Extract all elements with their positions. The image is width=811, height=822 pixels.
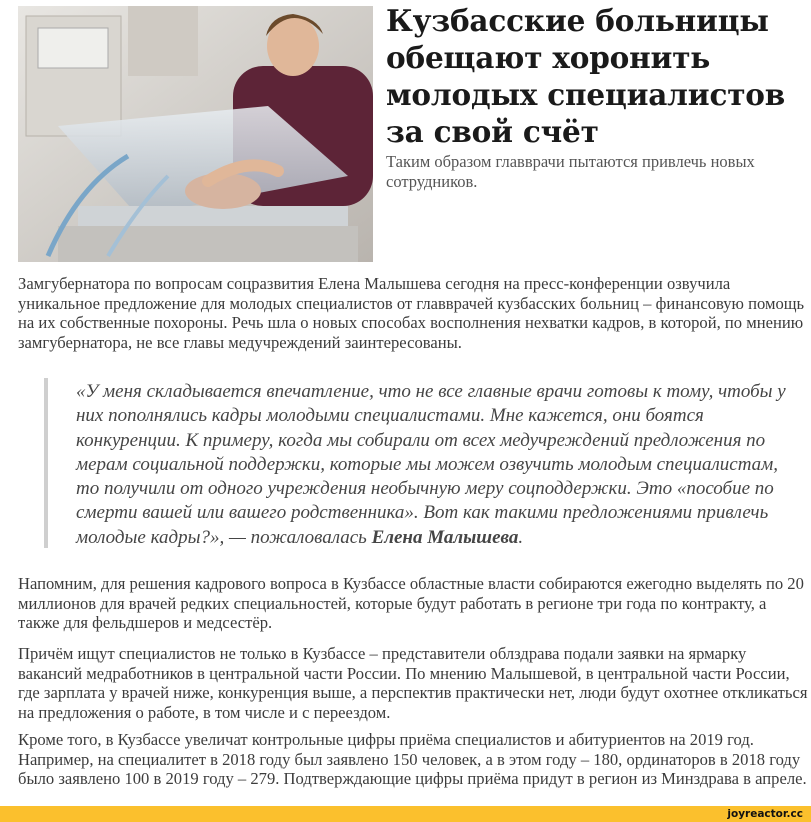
article-paragraph: Кроме того, в Кузбассе увеличат контрольные цифры приёма специалистов и абитуриентов на 2019 год. Например, на специалитет в 2018 году был заявлено 150 человек, а в этом году – 180, ординаторов в 2018 году было заявлено 100 в 2019 году – 279. Подтверждающие цифры приёма придут в регион из Минздрава в апреле. [18,730,807,789]
article-paragraph: Напомним, для решения кадрового вопроса в Кузбассе областные власти собираются ежегодно выделять по 20 миллионов для врачей редких специальностей, которые будут работать в регионе три года по контракту, а также для фельдшеров и медсестёр. [18,574,804,633]
quote-author: Елена Малышева [371,526,519,548]
article-subtitle: Таким образом главврачи пытаются привлечь новых сотрудников. [386,152,755,191]
article-photo [18,6,373,262]
article-headline: Кузбасские больницы обещают хоронить молодых специалистов за свой счёт [386,3,786,149]
quote-bar [44,378,48,548]
quote-text: «У меня складывается впечатление, что не все главные врачи готовы к тому, чтобы у них пополнялись кадры молодыми специалистами. Мне кажется, они боятся конкуренции. К примеру, когда мы собирали от всех медучреждений предложения по мерам социальной поддержки, которые мы можем озвучить молодым специалистам, то получили от одного учреждения необычную меру соцподдержки. Это «пособие по смерти вашей или вашего родственника». Вот как такими предложениями привлечь молодые кадры?», — пожаловалась [76,381,786,548]
footer-bar [0,806,811,822]
article-paragraph: Причём ищут специалистов не только в Кузбассе – представители облздрава подали заявки на ярмарку вакансий медработников в центральной части России. По мнению Малышевой, в центральной части России, где зарплата у врачей ниже, конкуренция выше, а перспектив практически нет, люди будут охотнее откликаться на предложения о работе, в том числе и с переездом. [18,644,808,722]
footer-brand-link[interactable]: joyreactor.cc [727,808,803,820]
quote-end: . [518,526,524,548]
article-quote [76,380,800,550]
article-intro: Замгубернатора по вопросам соцразвития Елена Малышева сегодня на пресс-конференции озвучила уникальное предложение для молодых специалистов от главврачей кузбасских больниц – финансовую помощь на их собственные похороны. Речь шла о новых способах восполнения нехватки кадров, в которой, по мнению замгубернатора, не все главы медучреждений заинтересованы. [18,274,805,352]
